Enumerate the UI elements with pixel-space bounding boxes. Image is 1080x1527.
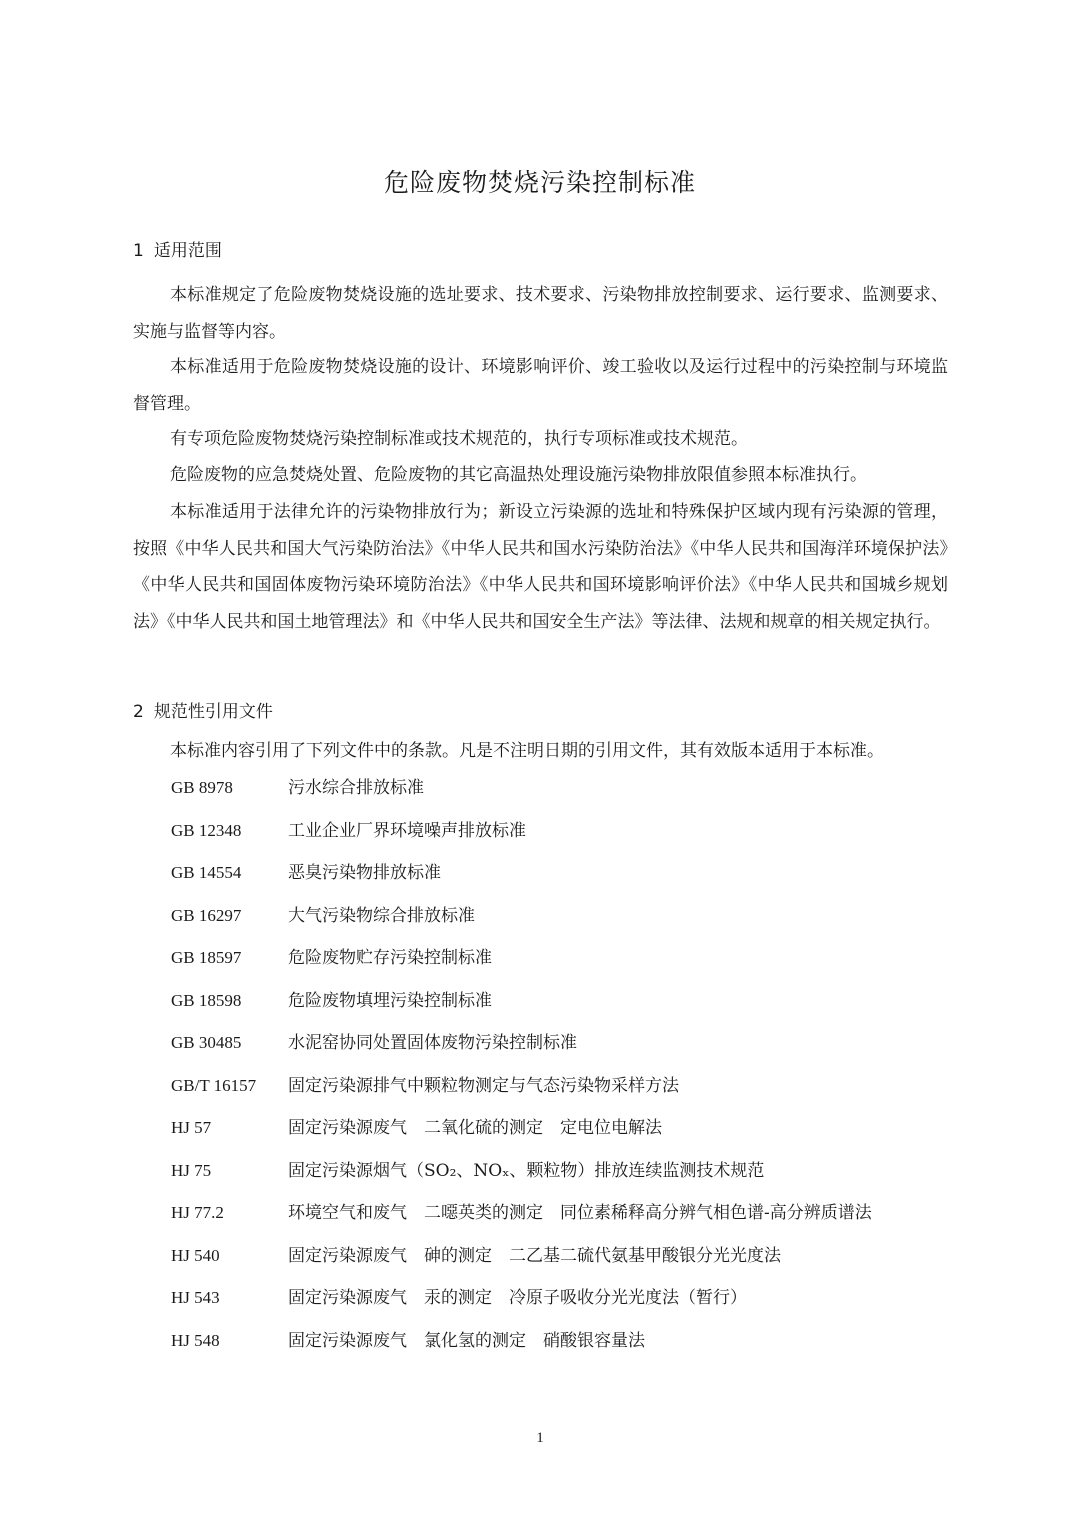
reference-item	[171, 861, 872, 904]
reference-item	[171, 1329, 872, 1372]
reference-code: HJ 540	[171, 1245, 220, 1265]
reference-code: HJ 75	[171, 1160, 212, 1180]
reference-item	[171, 946, 872, 989]
section-1-number: 1	[133, 241, 144, 261]
page-number: 1	[536, 1430, 544, 1446]
reference-code: GB 8978	[171, 778, 233, 797]
reference-code: HJ 77.2	[171, 1203, 224, 1222]
reference-item	[171, 1074, 872, 1117]
reference-code: HJ 57	[171, 1118, 212, 1137]
section-1-paragraph-1: 本标准规定了危险废物焚烧设施的选址要求、技术要求、污染物排放控制要求、运行要求、监测要求、实施与监督等内容。	[133, 285, 948, 342]
reference-name: 恶臭污染物排放标准	[288, 863, 441, 883]
section-1-paragraph-4: 危险废物的应急焚烧处置、危险废物的其它高温热处理设施污染物排放限值参照本标准执行。	[170, 465, 867, 485]
reference-item	[171, 1031, 872, 1074]
reference-code: HJ 548	[171, 1330, 220, 1350]
section-1-heading	[133, 236, 222, 261]
reference-item	[171, 1116, 872, 1159]
section-2-intro: 本标准内容引用了下列文件中的条款。凡是不注明日期的引用文件，其有效版本适用于本标准。	[170, 741, 884, 761]
section-1-paragraph-3: 有专项危险废物焚烧污染控制标准或技术规范的，执行专项标准或技术规范。	[170, 429, 748, 449]
reference-name: 危险废物贮存污染控制标准	[288, 948, 492, 968]
reference-name: 污水综合排放标准	[288, 778, 424, 798]
reference-code: GB 18598	[171, 990, 242, 1010]
section-2-number: 2	[133, 702, 144, 722]
reference-item	[171, 819, 872, 862]
reference-item	[171, 904, 872, 947]
reference-name: 固定污染源废气 二氧化硫的测定 定电位电解法	[288, 1118, 662, 1138]
reference-name: 水泥窑协同处置固体废物污染控制标准	[288, 1033, 577, 1053]
reference-item	[171, 776, 872, 819]
reference-name: 固定污染源废气 氯化氢的测定 硝酸银容量法	[288, 1330, 645, 1351]
reference-item	[171, 989, 872, 1032]
section-2-title: 规范性引用文件	[153, 702, 273, 722]
reference-name: 危险废物填埋污染控制标准	[288, 990, 492, 1011]
reference-item	[171, 1286, 872, 1329]
reference-list	[171, 776, 872, 1371]
reference-name: 工业企业厂界环境噪声排放标准	[288, 820, 526, 841]
section-1-paragraph-5: 本标准适用于法律允许的污染物排放行为；新设立污染源的选址和特殊保护区域内现有污染源的管理，按照《中华人民共和国大气污染防治法》《中华人民共和国水污染防治法》《中华人民共和国海洋环境保护法》《中华人民共和国固体废物污染环境防治法》《中华人民共和国环境影响评价法》《中华人民共和国城乡规划法》《中华人民共和国土地管理法》和《中华人民共和国安全生产法》等法律、法规和规章的相关规定执行。	[133, 502, 948, 632]
reference-name: 固定污染源废气 汞的测定 冷原子吸收分光光度法（暂行）	[288, 1288, 747, 1308]
reference-name: 固定污染源烟气（SO₂、NOₓ、颗粒物）排放连续监测技术规范	[288, 1160, 765, 1181]
reference-code: HJ 543	[171, 1288, 220, 1307]
reference-name: 固定污染源排气中颗粒物测定与气态污染物采样方法	[288, 1075, 679, 1096]
reference-code: GB 14554	[171, 863, 242, 882]
reference-code: GB 30485	[171, 1033, 242, 1052]
section-1-paragraph-2: 本标准适用于危险废物焚烧设施的设计、环境影响评价、竣工验收以及运行过程中的污染控制与环境监督管理。	[133, 357, 948, 414]
section-1-title: 适用范围	[153, 241, 222, 261]
reference-name: 环境空气和废气 二噁英类的测定 同位素稀释高分辨气相色谱-高分辨质谱法	[288, 1203, 872, 1223]
reference-code: GB 12348	[171, 820, 242, 840]
reference-item	[171, 1201, 872, 1244]
reference-code: GB 16297	[171, 905, 242, 925]
section-2-heading	[133, 697, 273, 722]
reference-name: 固定污染源废气 砷的测定 二乙基二硫代氨基甲酸银分光光度法	[288, 1245, 781, 1266]
reference-code: GB 18597	[171, 948, 242, 967]
reference-item	[171, 1159, 872, 1202]
reference-name: 大气污染物综合排放标准	[288, 905, 475, 926]
reference-code: GB/T 16157	[171, 1075, 257, 1095]
reference-item	[171, 1244, 872, 1287]
document-title: 危险废物焚烧污染控制标准	[383, 168, 696, 197]
